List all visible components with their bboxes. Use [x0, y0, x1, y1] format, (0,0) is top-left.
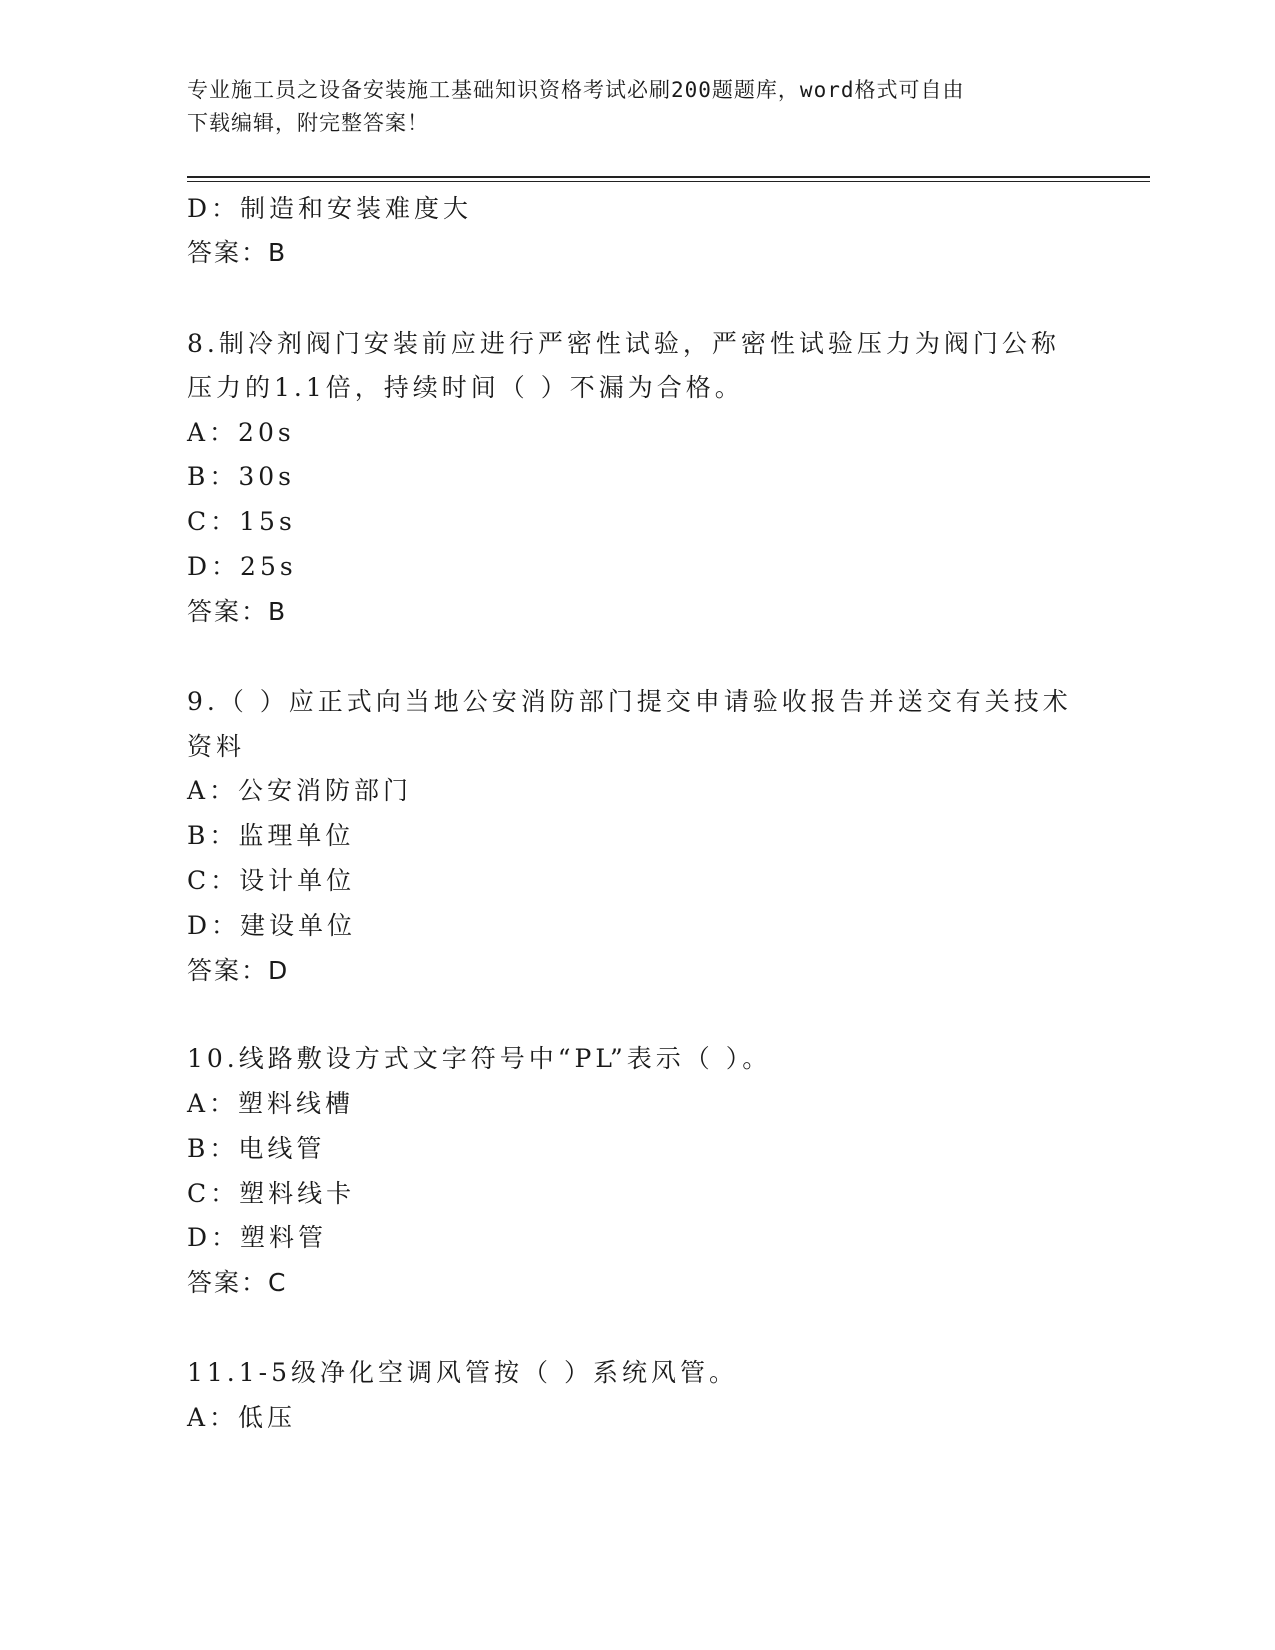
- header-divider-thick: [187, 176, 1150, 178]
- q8-option-b: B：30s: [187, 462, 296, 491]
- q8-option-a: A：20s: [187, 418, 295, 447]
- header-divider-thin: [187, 181, 1150, 182]
- q10-stem-line-1: 10.线路敷设方式文字符号中“PL”表示（ ）。: [187, 1044, 772, 1073]
- q11-stem-line-1: 11.1-5级净化空调风管按（ ）系统风管。: [187, 1358, 738, 1387]
- document-header: [187, 74, 1067, 140]
- q7-answer: 答案：B: [187, 238, 288, 267]
- q8-stem-line-2: 压力的1.1倍，持续时间（ ）不漏为合格。: [187, 373, 744, 402]
- q10-option-a: A：塑料线槽: [187, 1089, 355, 1118]
- q7-option-d: D：制造和安装难度大: [187, 194, 473, 223]
- q10-option-d: D：塑料管: [187, 1223, 328, 1252]
- q11-option-a: A：低压: [187, 1403, 297, 1432]
- q8-stem-line-1: 8.制冷剂阀门安装前应进行严密性试验，严密性试验压力为阀门公称: [187, 329, 1060, 358]
- q9-option-b: B：监理单位: [187, 821, 355, 850]
- q8-option-c: C：15s: [187, 507, 296, 536]
- q10-option-c: C：塑料线卡: [187, 1179, 356, 1208]
- q10-answer: 答案：C: [187, 1268, 288, 1297]
- q9-option-a: A：公安消防部门: [187, 776, 413, 805]
- q9-stem-line-2: 资料: [187, 732, 246, 761]
- q9-stem-line-1: 9.（ ）应正式向当地公安消防部门提交申请验收报告并送交有关技术: [187, 687, 1072, 716]
- q9-option-c: C：设计单位: [187, 866, 356, 895]
- q9-option-d: D：建设单位: [187, 911, 357, 940]
- q9-answer: 答案：D: [187, 956, 290, 985]
- header-line-2: 下载编辑，附完整答案！: [187, 111, 429, 135]
- q10-option-b: B：电线管: [187, 1134, 326, 1163]
- header-line-1: 专业施工员之设备安装施工基础知识资格考试必刷200题题库，word格式可自由: [187, 78, 965, 102]
- q8-option-d: D：25s: [187, 552, 297, 581]
- q8-answer: 答案：B: [187, 597, 288, 626]
